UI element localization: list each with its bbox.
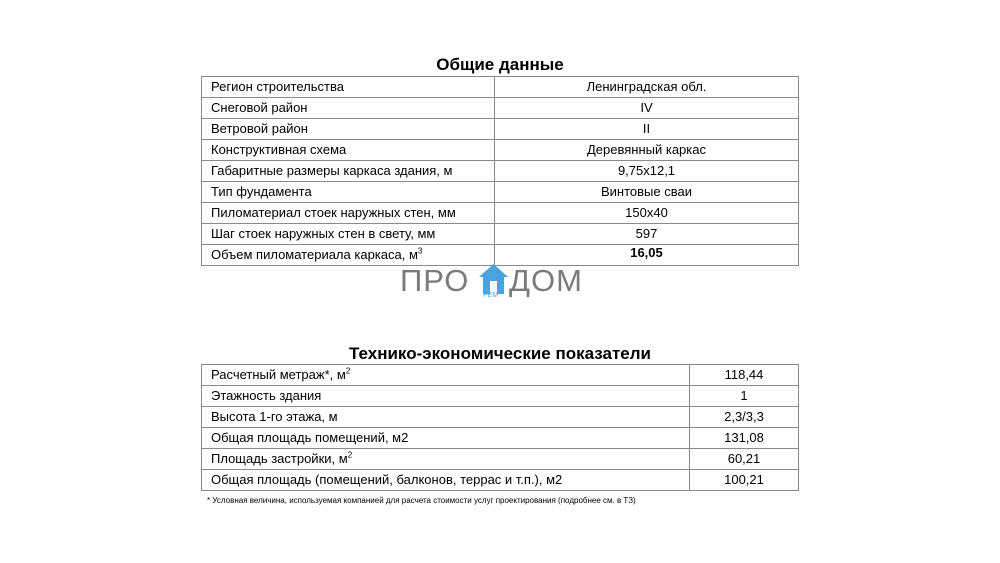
- table-row: [202, 407, 799, 428]
- pro-dom-logo: [398, 262, 603, 304]
- row-label: Пиломатериал стоек наружных стен, мм: [202, 203, 495, 224]
- row-label: Общая площадь (помещений, балконов, террас и т.п.), м2: [202, 470, 690, 491]
- table-row: [202, 386, 799, 407]
- table-row: [202, 365, 799, 386]
- row-value: 150х40: [495, 203, 799, 224]
- row-label: Габаритные размеры каркаса здания, м: [202, 161, 495, 182]
- general-data-table: [201, 76, 799, 266]
- logo-sub-text: РЕМ: [483, 292, 499, 299]
- row-label-text: Объем пиломатериала каркаса, м: [211, 247, 418, 262]
- row-value: 597: [495, 224, 799, 245]
- teo-table: [201, 364, 799, 491]
- row-value: Винтовые сваи: [495, 182, 799, 203]
- row-label: Этажность здания: [202, 386, 690, 407]
- row-value: 9,75х12,1: [495, 161, 799, 182]
- row-label: Общая площадь помещений, м2: [202, 428, 690, 449]
- row-label: Регион строительства: [202, 77, 495, 98]
- table-row: [202, 449, 799, 470]
- row-value: 131,08: [690, 428, 799, 449]
- logo-left-text: ПРО: [400, 263, 470, 298]
- row-label: Конструктивная схема: [202, 140, 495, 161]
- unit-superscript: 2: [347, 450, 353, 460]
- row-value: IV: [495, 98, 799, 119]
- row-label-text: Площадь застройки, м: [211, 451, 348, 466]
- row-value: 16,05: [495, 245, 799, 266]
- row-label: Снеговой район: [202, 98, 495, 119]
- row-value: Деревянный каркас: [495, 140, 799, 161]
- row-value: 100,21: [690, 470, 799, 491]
- table-row: [202, 140, 799, 161]
- table-row: [202, 98, 799, 119]
- general-data-title: Общие данные: [436, 55, 564, 74]
- row-value: 2,3/3,3: [690, 407, 799, 428]
- row-label: [202, 365, 690, 386]
- row-label: Шаг стоек наружных стен в свету, мм: [202, 224, 495, 245]
- row-label: Ветровой район: [202, 119, 495, 140]
- table-row: [202, 203, 799, 224]
- table-row: [202, 470, 799, 491]
- row-value: II: [495, 119, 799, 140]
- row-label: Высота 1-го этажа, м: [202, 407, 690, 428]
- house-icon: [477, 262, 510, 296]
- unit-superscript: 3: [417, 246, 423, 256]
- table-row: [202, 77, 799, 98]
- row-value: 1: [690, 386, 799, 407]
- table-row: [202, 161, 799, 182]
- teo-title: Технико-экономические показатели: [348, 344, 651, 363]
- row-value: 60,21: [690, 449, 799, 470]
- row-value: 118,44: [690, 365, 799, 386]
- row-value: Ленинградская обл.: [495, 77, 799, 98]
- table-row: [202, 224, 799, 245]
- table-row: [202, 119, 799, 140]
- footnote: * Условная величина, используемая компанией для расчета стоимости услуг проектирования (подробнее см. в ТЗ): [207, 496, 636, 505]
- row-label: Тип фундамента: [202, 182, 495, 203]
- table-row: [202, 428, 799, 449]
- table-row: [202, 182, 799, 203]
- row-label: [202, 449, 690, 470]
- unit-superscript: 2: [345, 366, 351, 376]
- row-label-text: Расчетный метраж*, м: [211, 367, 346, 382]
- logo-right-text: ДОМ: [509, 263, 583, 298]
